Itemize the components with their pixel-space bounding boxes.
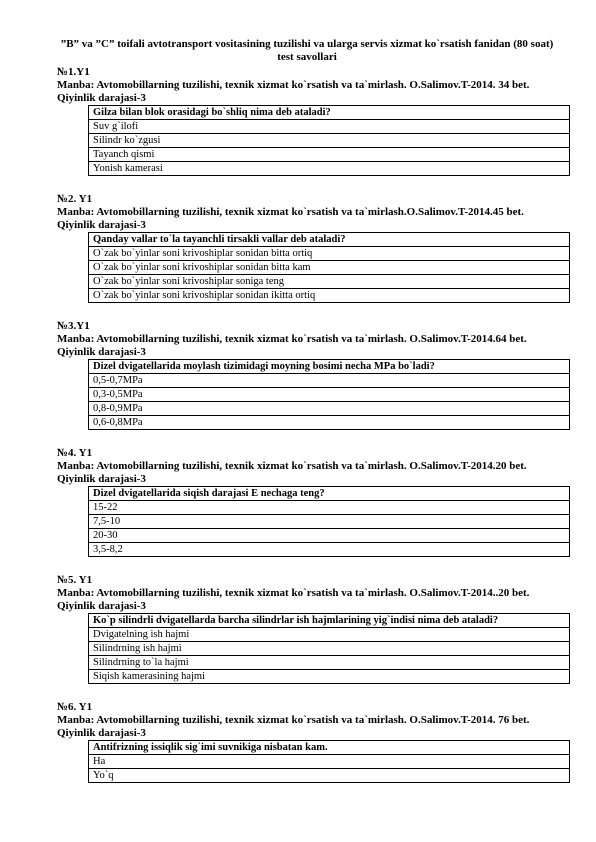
- question-block-3: [57, 320, 557, 430]
- question-number: №5. Y1: [57, 574, 93, 586]
- question-block-4: [57, 447, 557, 557]
- question-source: Manba: Avtomobillarning tuzilishi, texnik xizmat ko`rsatish va ta`mirlash. O.Salimov.T-2014..20 bet.: [57, 587, 530, 599]
- question-table: [88, 105, 570, 176]
- question-source: Manba: Avtomobillarning tuzilishi, texnik xizmat ko`rsatish va ta`mirlash.O.Salimov.T-2014.45 bet.: [57, 206, 524, 218]
- question-table: [88, 486, 570, 557]
- answer-option: 7,5-10: [89, 515, 570, 529]
- question-number: №3.Y1: [57, 320, 90, 332]
- answer-option: Ha: [89, 755, 570, 769]
- question-number: №4. Y1: [57, 447, 93, 459]
- answer-option: 20-30: [89, 529, 570, 543]
- answer-option: 15-22: [89, 501, 570, 515]
- question-table: [88, 613, 570, 684]
- question-text: Dizel dvigatellarida moylash tizimidagi moyning bosimi necha MPa bo`ladi?: [89, 360, 570, 374]
- document-title: ”B” va ”C” toifali avtotransport vositasining tuzilishi va ularga servis xizmat ko`rsatish fanidan (80 soat) test savollari: [60, 38, 554, 63]
- answer-option: 0,5-0,7MPa: [89, 374, 570, 388]
- question-number: №2. Y1: [57, 193, 93, 205]
- answer-option: Yo`q: [89, 769, 570, 783]
- answer-option: Silindrning ish hajmi: [89, 642, 570, 656]
- answer-option: Dvigatelning ish hajmi: [89, 628, 570, 642]
- question-source: Manba: Avtomobillarning tuzilishi, texnik xizmat ko`rsatish va ta`mirlash. O.Salimov.T-2014.20 bet.: [57, 460, 527, 472]
- difficulty-level: Qiyinlik darajasi-3: [57, 219, 146, 231]
- answer-option: Silindr ko`zgusi: [89, 134, 570, 148]
- question-table: [88, 359, 570, 430]
- difficulty-level: Qiyinlik darajasi-3: [57, 92, 146, 104]
- difficulty-level: Qiyinlik darajasi-3: [57, 600, 146, 612]
- question-text: Ko`p silindrli dvigatellarda barcha silindrlar ish hajmlarining yig`indisi nima deb ataladi?: [89, 614, 570, 628]
- difficulty-level: Qiyinlik darajasi-3: [57, 473, 146, 485]
- question-number: №6. Y1: [57, 701, 93, 713]
- question-text: Gilza bilan blok orasidagi bo`shliq nima deb ataladi?: [89, 106, 570, 120]
- difficulty-level: Qiyinlik darajasi-3: [57, 727, 146, 739]
- answer-option: 0,8-0,9MPa: [89, 402, 570, 416]
- question-table: [88, 232, 570, 303]
- question-block-1: [57, 66, 557, 176]
- answer-option: O`zak bo`yinlar soni krivoshiplar sonidan bitta ortiq: [89, 247, 570, 261]
- answer-option: 0,6-0,8MPa: [89, 416, 570, 430]
- answer-option: Tayanch qismi: [89, 148, 570, 162]
- answer-option: O`zak bo`yinlar soni krivoshiplar sonidan ikitta ortiq: [89, 289, 570, 303]
- question-text: Dizel dvigatellarida siqish darajasi E nechaga teng?: [89, 487, 570, 501]
- answer-option: O`zak bo`yinlar soni krivoshiplar soniga teng: [89, 275, 570, 289]
- question-table: [88, 740, 570, 783]
- difficulty-level: Qiyinlik darajasi-3: [57, 346, 146, 358]
- question-source: Manba: Avtomobillarning tuzilishi, texnik xizmat ko`rsatish va ta`mirlash. O.Salimov.T-2014.64 bet.: [57, 333, 527, 345]
- question-source: Manba: Avtomobillarning tuzilishi, texnik xizmat ko`rsatish va ta`mirlash. O.Salimov.T-2014. 76 bet.: [57, 714, 530, 726]
- question-source: Manba: Avtomobillarning tuzilishi, texnik xizmat ko`rsatish va ta`mirlash. O.Salimov.T-2014. 34 bet.: [57, 79, 530, 91]
- question-block-6: [57, 701, 557, 783]
- question-block-2: [57, 193, 557, 303]
- question-text: Antifrizning issiqlik sig`imi suvnikiga nisbatan kam.: [89, 741, 570, 755]
- answer-option: Silindrning to`la hajmi: [89, 656, 570, 670]
- answer-option: 3,5-8,2: [89, 543, 570, 557]
- question-text: Qanday vallar to`la tayanchli tirsakli vallar deb ataladi?: [89, 233, 570, 247]
- answer-option: O`zak bo`yinlar soni krivoshiplar sonidan bitta kam: [89, 261, 570, 275]
- answer-option: Suv g`ilofi: [89, 120, 570, 134]
- question-number: №1.Y1: [57, 66, 90, 78]
- answer-option: Siqish kamerasining hajmi: [89, 670, 570, 684]
- answer-option: Yonish kamerasi: [89, 162, 570, 176]
- question-block-5: [57, 574, 557, 684]
- answer-option: 0,3-0,5MPa: [89, 388, 570, 402]
